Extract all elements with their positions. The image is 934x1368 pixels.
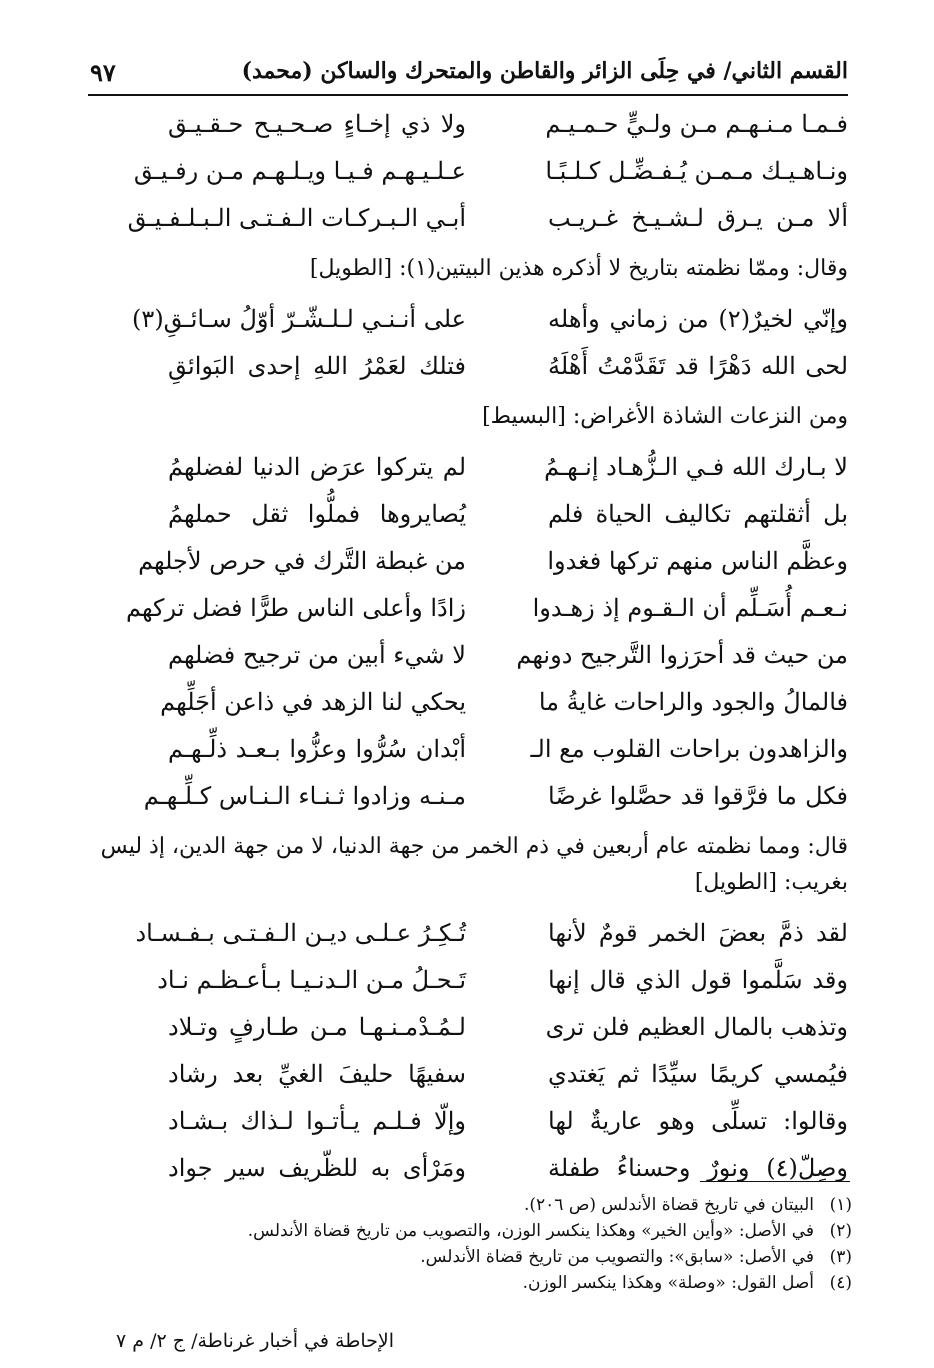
second-hemistich: ومَرْأى به للظّريف سير جواد (168, 1154, 466, 1182)
verse-line (110, 539, 848, 586)
footnote-text: في الأصل: «سابق»: والتصويب من تاريخ قضاة الأندلس. (420, 1247, 814, 1267)
header-title: القسم الثاني/ في حِلَى الزائر والقاطن والمتحرك والساكن (محمد) (241, 58, 848, 84)
second-hemistich: أبْدان سُرُّوا وعزُّوا بـعـد ذلِّـهـم (168, 735, 466, 763)
second-hemistich: أبـي الـبـركـات الـفـتـى الـبـلـفـيـق (127, 204, 466, 232)
footnote (92, 1270, 852, 1296)
footnote-rule (700, 1181, 850, 1182)
first-hemistich: وتذهب بالمال العظيم فلن ترى (545, 1013, 848, 1041)
verse-line (110, 727, 848, 774)
verse-line (110, 911, 848, 958)
verse-line (110, 774, 848, 821)
second-hemistich: على أنـنـي لـلـشّـرّ أوّلُ سـائـقِ(٣) (132, 305, 466, 333)
book-signature-footer: الإحاطة في أخبار غرناطة/ ج ٢/ م ٧ (116, 1330, 394, 1352)
second-hemistich: يُصايروها فملُّوا ثقل حملهمُ (168, 500, 466, 528)
footnote-number: (٤) (829, 1273, 852, 1293)
footnote-number: (٢) (829, 1221, 852, 1241)
second-hemistich: وإلّا فـلـم يـأتـوا لـذاك بـشـاد (168, 1107, 466, 1135)
verse-line (110, 344, 848, 391)
first-hemistich: وعظَّم الناس منهم تركها فغدوا (547, 547, 848, 575)
second-hemistich: مـنـه وزادوا ثـنـاء الـنـاس كـلِّـهـم (143, 782, 466, 810)
verse-line (110, 196, 848, 243)
first-hemistich: بل أثقلتهم تكاليف الحياة فلم (548, 500, 848, 528)
first-hemistich: فالمالُ والجود والراحات غايةُ ما (538, 688, 848, 716)
footnote-text: في الأصل: «وأين الخير» وهكذا ينكسر الوزن، والتصويب من تاريخ قضاة الأندلس. (247, 1221, 814, 1241)
footnotes (92, 1192, 852, 1296)
verse-line (110, 1005, 848, 1052)
first-hemistich: فـمـا مـنـهـم مـن ولـيٍّ حـمـيـم (545, 110, 848, 138)
first-hemistich: فكل ما فرَّقوا قد حصَّلوا غرضًا (548, 782, 848, 810)
intro-line: وقال: وممّا نظمته بتاريخ لا أذكره هذين البيتين(١): [الطويل] (309, 256, 848, 281)
footnote-text: أصل القول: «وصلة» وهكذا ينكسر الوزن. (522, 1273, 814, 1293)
running-header (88, 50, 848, 100)
second-hemistich: ولا ذي إخـاءٍ صـحـيـح حـقـيـق (168, 110, 466, 138)
second-hemistich: من غبطة التَّرك في حرص لأجلهم (138, 547, 466, 575)
second-hemistich: عـلـيـهـم فـيـا ويـلـهـم مـن رفـيـق (133, 157, 466, 185)
page-number: ٩٧ (90, 58, 116, 87)
header-rule (88, 94, 848, 96)
footnote (92, 1192, 852, 1218)
second-hemistich: فتلك لعَمْرُ اللهِ إحدى البَوائقِ (168, 352, 466, 380)
intro-paragraph: قال: ومما نظمته عام أربعين في ذم الخمر من جهة الدنيا، لا من جهة الدين، إذ ليس بغريب: [الطويل] (100, 834, 848, 895)
second-hemistich: يحكي لنا الزهد في ذاعن أجَلِّهم (160, 688, 466, 716)
second-hemistich: تَـحـلُ مـن الـدنـيـا بـأعـظـم نـاد (157, 966, 466, 994)
verse-line (110, 680, 848, 727)
verse-line (110, 633, 848, 680)
first-hemistich: وإنّي لخيرٌ(٢) من زماني وأهله (548, 305, 848, 333)
first-hemistich: والزاهدون براحات القلوب مع الـ (530, 735, 848, 763)
verse-line (110, 1099, 848, 1146)
footnote (92, 1244, 852, 1270)
footnote (92, 1218, 852, 1244)
footnote-number: (١) (829, 1195, 852, 1215)
footnote-number: (٣) (829, 1247, 852, 1267)
intro-line: ومن النزعات الشاذة الأغراض: [البسيط] (482, 404, 848, 429)
second-hemistich: لم يتركوا عرَض الدنيا لفضلهمُ (168, 453, 466, 481)
second-hemistich: تُـكِـرُ عـلـى ديـن الـفـتـى بـفـسـاد (135, 919, 466, 947)
verse-line (110, 297, 848, 344)
second-hemistich: لا شيء أبين من ترجيح فضلهم (168, 641, 466, 669)
verse-line (110, 445, 848, 492)
first-hemistich: وقد سَلَّموا قول الذي قال إنها (548, 966, 848, 994)
footnote-text: البيتان في تاريخ قضاة الأندلس (ص ٢٠٦). (523, 1195, 814, 1215)
verse-line (110, 102, 848, 149)
verse-line (110, 958, 848, 1005)
first-hemistich: لا بـارك الله فـي الـزُّهـاد إنـهـمُ (544, 453, 848, 481)
first-hemistich: وقالوا: تسلِّى وهو عاريةٌ لها (548, 1107, 848, 1135)
first-hemistich: نـعـم أُسَـلِّم أن الـقـوم إذ زهـدوا (532, 594, 848, 622)
verse-line (110, 492, 848, 539)
page-body (100, 102, 848, 1193)
second-hemistich: زادًا وأعلى الناس طرًّا فضل تركهم (126, 594, 466, 622)
verse-line (110, 586, 848, 633)
first-hemistich: فيُمسي كريمًا سيِّدًا ثم يَغتدي (548, 1060, 848, 1088)
verse-line (110, 149, 848, 196)
first-hemistich: لقد ذمَّ بعضَ الخمر قومٌ لأنها (548, 919, 848, 947)
second-hemistich: سفيهًا حليفَ الغيِّ بعد رشاد (168, 1060, 466, 1088)
verse-line (110, 1052, 848, 1099)
verse-line (110, 1146, 848, 1193)
first-hemistich: ألا مـن يـرق لـشـيـخ غـريـب (548, 204, 848, 232)
first-hemistich: ونـاهـيـك مـمـن يُـفـضِّـل كـلـبًـا (545, 157, 848, 185)
second-hemistich: لـمُـدْمـنـهـا مـن طـارفٍ وتـلاد (168, 1013, 466, 1041)
first-hemistich: وصِلّ(٤) ونورٌ وحسناءُ طفلة (548, 1154, 848, 1182)
first-hemistich: لحى الله دَهْرًا قد تَقَدَّمْتُ أَهْلَهُ (548, 352, 848, 380)
first-hemistich: من حيث قد أحرَزوا التَّرجيح دونهم (516, 641, 848, 669)
